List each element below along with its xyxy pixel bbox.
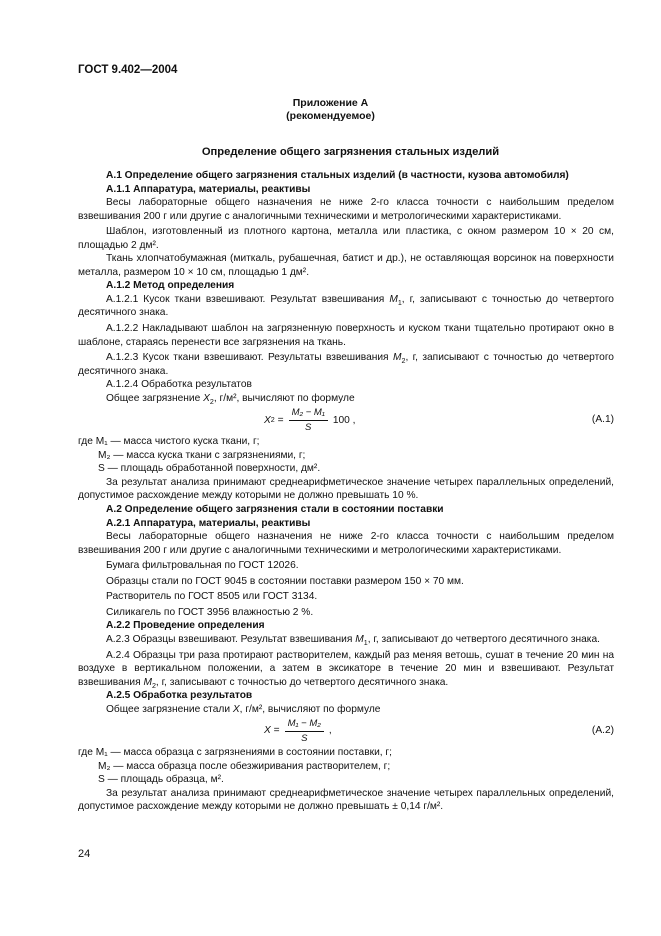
section-a1-heading: А.1 Определение общего загрязнения стальных изделий (в частности, кузова автомобиля)	[106, 170, 569, 181]
paragraph: Образцы стали по ГОСТ 9045 в состоянии поставки размером 150 × 70 мм.	[106, 575, 464, 587]
variable-definition: S — площадь образца, м².	[98, 774, 224, 786]
paragraph: Растворитель по ГОСТ 8505 или ГОСТ 3134.	[106, 591, 318, 603]
paragraph: За результат анализа принимают среднеарифметическое значение четырех параллельных определений, допустимое расхождение между которыми не должно превышать 10 %.	[78, 476, 614, 502]
appendix-heading	[0, 97, 661, 123]
section-a11-heading: А.1.1 Аппаратура, материалы, реактивы	[106, 183, 311, 195]
fraction: $\frac{\text{M₁ − M₂}}{S}$	[285, 718, 324, 745]
section-a12-heading: А.1.2 Метод определения	[106, 280, 235, 292]
appendix-label: Приложение А	[292, 97, 369, 109]
paragraph: А.2.4 Образцы три раза протирают растворителем, каждый раз меняя ветошь, сушат в течение 20 мин на воздухе в вертикальном положении, а затем в эксикаторе в течение 20 мин и взвешивают. Результат взвешивания $M_2$, г, записывают с точностью до четвертого десятичного знака.	[78, 649, 614, 690]
fraction: $\frac{\text{M₂ − M₁}}{S}$	[289, 407, 328, 434]
paragraph: Весы лабораторные общего назначения не ниже 2-го класса точности с наибольшим пределом взвешивания 200 г или другие с аналогичными техническими и метрологическими характеристиками.	[78, 531, 614, 556]
document-header: ГОСТ 9.402—2004	[78, 64, 178, 76]
formula-a1: X 2 = $\frac{\text{M₂ − M₁}}{S}$ 100 , (А.1)	[264, 406, 614, 433]
page-title: Определение общего загрязнения стальных изделий	[201, 146, 500, 158]
section-a22-heading: А.2.2 Проведение определения	[106, 620, 265, 632]
formula-a2: X = $\frac{\text{M₁ − M₂}}{S}$ , (А.2)	[264, 717, 614, 744]
paragraph: А.2.3 Образцы взвешивают. Результат взвешивания $M_1$, г, записывают до четвертого десятичного знака.	[106, 633, 600, 647]
paragraph: Общее загрязнение $X_2$, г/м², вычисляют по формуле	[106, 392, 355, 406]
section-a21-heading: А.2.1 Аппаратура, материалы, реактивы	[106, 517, 311, 529]
appendix-status: (рекомендуемое)	[286, 110, 375, 122]
paragraph: А.1.2.1 Кусок ткани взвешивают. Результат взвешивания $M_1$, г, записывают с точностью до четвертого десятичного знака.	[78, 293, 614, 319]
paragraph: А.1.2.2 Накладывают шаблон на загрязненную поверхность и куском ткани тщательно протирают окно в шаблоне, стараясь перенести все загрязнения на ткань.	[78, 323, 614, 348]
page-number: 24	[78, 848, 91, 860]
equation-number: (А.1)	[591, 414, 614, 426]
paragraph: Ткань хлопчатобумажная (миткаль, рубашечная, батист и др.), не оставляющая ворсинок на поверхности металла, размером 10 × 10 см, площадью 1 дм².	[78, 253, 614, 278]
paragraph: Общее загрязнение стали X, г/м², вычисляют по формуле	[106, 703, 381, 715]
variable-definition: S — площадь обработанной поверхности, дм².	[98, 463, 321, 475]
variable-definition: M₂ — масса куска ткани с загрязнениями, г;	[98, 449, 306, 461]
paragraph: Силикагель по ГОСТ 3956 влажностью 2 %.	[106, 606, 314, 618]
paragraph: А.1.2.3 Кусок ткани взвешивают. Результаты взвешивания $M_2$, г, записывают с точностью до четвертого десятичного знака.	[78, 352, 614, 377]
section-a2-heading: А.2 Определение общего загрязнения стали в состоянии поставки	[106, 504, 444, 516]
variable-definition: где M₁ — масса чистого куска ткани, г;	[78, 436, 260, 448]
variable-definition: где M₁ — масса образца с загрязнениями в состоянии поставки, г;	[78, 747, 392, 759]
paragraph: Шаблон, изготовленный из плотного картона, металла или пластика, с окном размером 10 × 20 см, площадью 2 дм².	[78, 226, 614, 251]
paragraph: За результат анализа принимают среднеарифметическое значение четырех параллельных определений, допустимое расхождение между которыми не должно превышать ± 0,14 г/м².	[78, 787, 614, 813]
paragraph: Бумага фильтровальная по ГОСТ 12026.	[106, 560, 299, 572]
subsection-label: А.1.2.4 Обработка результатов	[106, 379, 252, 391]
document-body	[78, 169, 614, 814]
variable-definition: M₂ — масса образца после обезжиривания растворителем, г;	[98, 760, 391, 772]
equation-number: (А.2)	[591, 725, 614, 737]
section-a25-heading: А.2.5 Обработка результатов	[106, 690, 253, 702]
paragraph: Весы лабораторные общего назначения не ниже 2-го класса точности с наибольшим пределом взвешивания 200 г или другие с аналогичными техническими и метрологическими характеристиками.	[78, 197, 614, 222]
